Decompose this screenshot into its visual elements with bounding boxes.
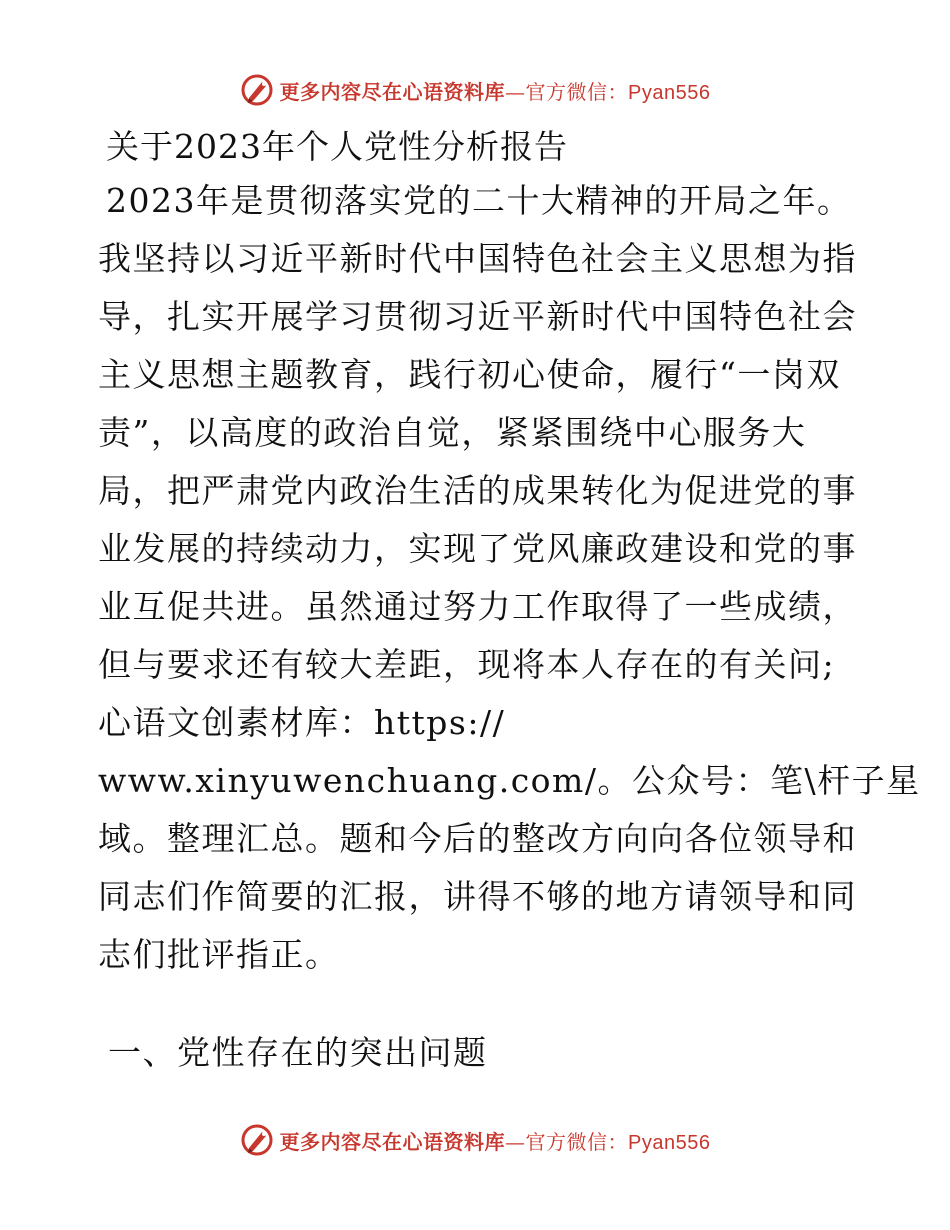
body-line: 业发展的持续动力，实现了党风廉政建设和党的事: [98, 529, 857, 568]
header-banner: [0, 70, 950, 110]
header-wechat-label: 官方微信：: [525, 79, 629, 104]
footer-wechat-label: 官方微信：: [525, 1129, 629, 1154]
footer-wechat-id: Pyan556: [628, 1131, 711, 1154]
body-line: 局，把严肃党内政治生活的成果转化为促进党的事: [98, 471, 857, 510]
header-brand: 更多内容尽在心语资料库: [279, 79, 506, 104]
footer-banner: [0, 1120, 950, 1160]
body-line: 2023年是贯彻落实党的二十大精神的开局之年。: [106, 181, 852, 220]
body-line: 志们批评指正。: [98, 935, 340, 974]
body-line: 业互促共进。虽然通过努力工作取得了一些成绩，: [98, 587, 857, 626]
section-heading: 一、党性存在的突出问题: [108, 1033, 488, 1072]
pen-nib-logo-icon: [240, 73, 274, 107]
footer-banner-text: [280, 1126, 711, 1155]
header-banner-text: [280, 76, 711, 105]
body-line: 责”，以高度的政治自觉，紧紧围绕中心服务大: [98, 413, 807, 452]
body-line: www.xinyuwenchuang.com/。公众号：笔\杆子星: [98, 761, 921, 800]
body-line: 我坚持以习近平新时代中国特色社会主义思想为指: [98, 239, 857, 278]
body-line: 主义思想主题教育，践行初心使命，履行“一岗双: [98, 355, 841, 394]
body-line: 域。整理汇总。题和今后的整改方向向各位领导和: [98, 819, 857, 858]
pen-nib-logo-icon: [240, 1123, 274, 1157]
header-dash: —: [505, 79, 526, 104]
body-line: 同志们作简要的汇报，讲得不够的地方请领导和同: [98, 877, 857, 916]
header-wechat-id: Pyan556: [628, 81, 711, 104]
footer-brand: 更多内容尽在心语资料库: [279, 1129, 506, 1154]
body-line: 但与要求还有较大差距，现将本人存在的有关问;: [98, 645, 836, 684]
body-line: 导，扎实开展学习贯彻习近平新时代中国特色社会: [98, 297, 857, 336]
document-title: 关于2023年个人党性分析报告: [106, 127, 568, 166]
body-line: 心语文创素材库：https://: [98, 703, 506, 742]
footer-dash: —: [505, 1129, 526, 1154]
document-body: [98, 172, 921, 984]
